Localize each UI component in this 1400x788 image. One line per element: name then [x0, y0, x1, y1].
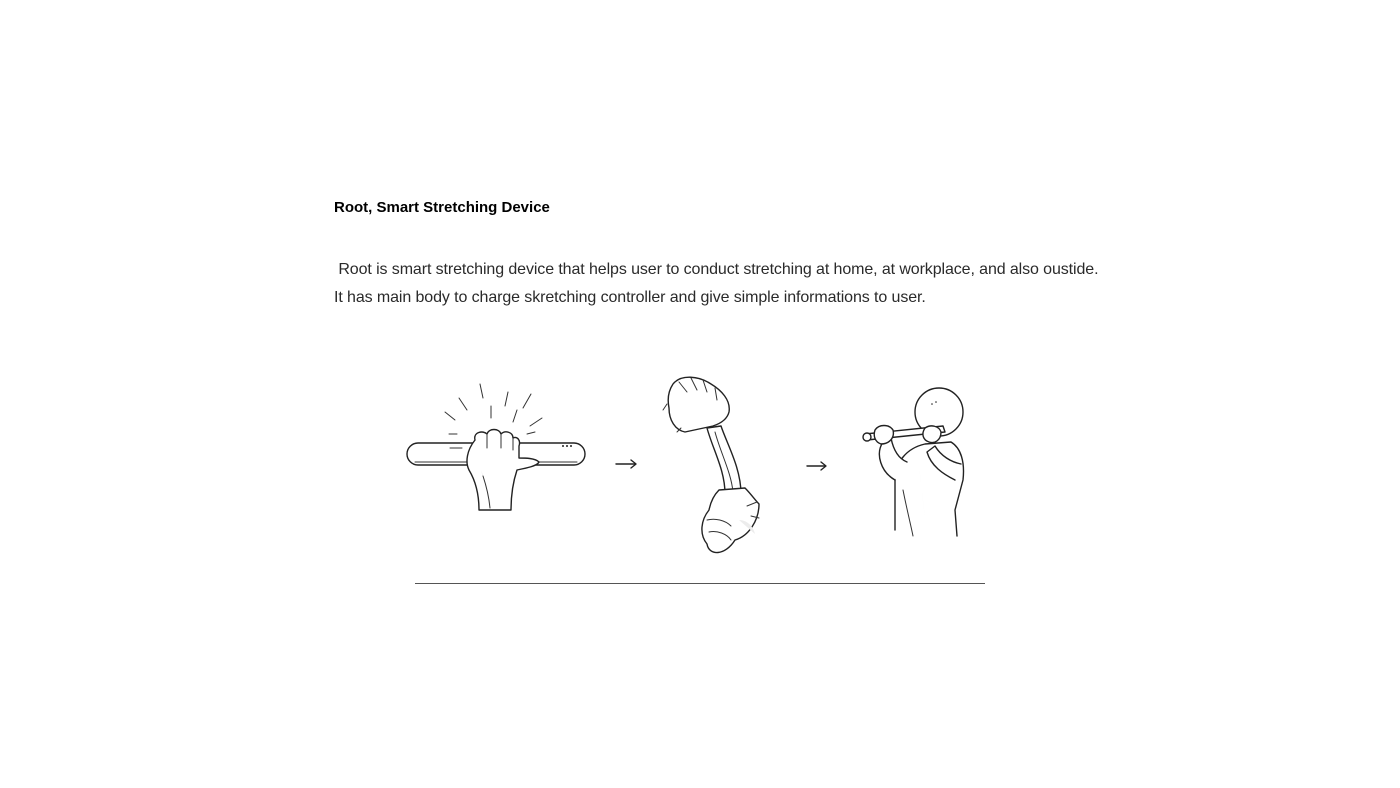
section-divider: [415, 583, 985, 584]
person-stretching-icon: [863, 388, 964, 536]
hands-bending-device-icon: [663, 377, 759, 552]
arrow-icon: [616, 460, 636, 468]
description-line-1: Root is smart stretching device that helps user to conduct stretching at home, at workplace, and also oustide.: [334, 261, 1099, 278]
project-description: [334, 256, 1099, 312]
hand-gripping-device-icon: [407, 384, 585, 510]
arrow-icon: [807, 462, 826, 470]
description-line-2: It has main body to charge skretching controller and give simple informations to user.: [334, 289, 926, 306]
usage-illustration: [395, 370, 1005, 570]
page-title: Root, Smart Stretching Device: [334, 199, 550, 216]
